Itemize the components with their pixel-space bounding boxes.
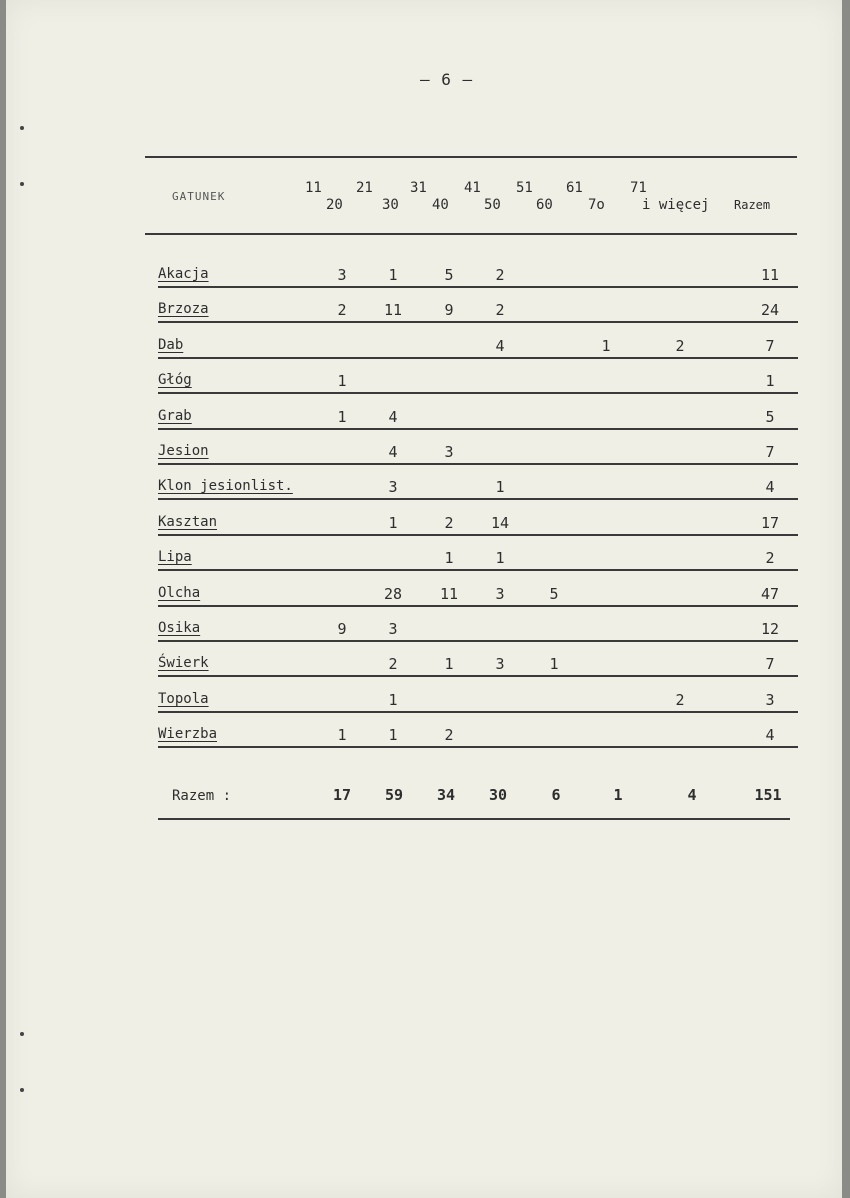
row-rule — [158, 675, 798, 677]
row-rule — [158, 321, 798, 323]
species-name: Wierzba — [158, 726, 218, 742]
count-cell: 2 — [388, 655, 398, 673]
table-row — [0, 691, 850, 711]
count-cell: 3 — [388, 620, 398, 638]
header-range-4-from: 41 — [464, 180, 481, 196]
count-cell: 2 — [337, 301, 347, 319]
table-bottom-rule — [158, 818, 790, 820]
row-total-cell: 4 — [765, 726, 775, 744]
row-total-cell: 4 — [765, 478, 775, 496]
header-range-1-from: 11 — [305, 180, 322, 196]
row-total-cell: 5 — [765, 408, 775, 426]
grand-total: 151 — [754, 786, 782, 804]
table-row — [0, 408, 850, 428]
row-total-cell: 11 — [760, 266, 780, 284]
table-row — [0, 549, 850, 569]
row-total-cell: 7 — [765, 655, 775, 673]
count-cell: 3 — [388, 478, 398, 496]
table-top-rule — [145, 156, 797, 158]
count-cell: 5 — [549, 585, 559, 603]
count-cell: 2 — [495, 301, 505, 319]
total-range-5: 6 — [551, 786, 561, 804]
species-name: Lipa — [158, 549, 192, 565]
species-name: Świerk — [158, 655, 209, 671]
count-cell: 4 — [388, 408, 398, 426]
header-species-label: GATUNEK — [172, 190, 226, 203]
count-cell: 3 — [495, 585, 505, 603]
row-rule — [158, 640, 798, 642]
table-row — [0, 337, 850, 357]
table-row — [0, 514, 850, 534]
table-row — [0, 372, 850, 392]
species-name: Akacja — [158, 266, 209, 282]
header-range-6-from: 61 — [566, 180, 583, 196]
count-cell: 2 — [675, 691, 685, 709]
count-cell: 1 — [337, 726, 347, 744]
row-total-cell: 17 — [760, 514, 780, 532]
header-total-label: Razem — [734, 198, 771, 212]
table-row — [0, 443, 850, 463]
count-cell: 14 — [490, 514, 510, 532]
count-cell: 4 — [495, 337, 505, 355]
header-range-5-from: 51 — [516, 180, 533, 196]
count-cell: 9 — [444, 301, 454, 319]
count-cell: 1 — [601, 337, 611, 355]
row-total-cell: 3 — [765, 691, 775, 709]
row-rule — [158, 569, 798, 571]
header-range-7-from: 71 — [630, 180, 647, 196]
count-cell: 1 — [495, 478, 505, 496]
table-row — [0, 655, 850, 675]
row-total-cell: 12 — [760, 620, 780, 638]
header-range-3-to: 40 — [432, 197, 449, 213]
table-row — [0, 726, 850, 746]
count-cell: 3 — [495, 655, 505, 673]
punch-hole-mark — [20, 182, 24, 186]
count-cell: 3 — [444, 443, 454, 461]
table-row — [0, 585, 850, 605]
species-name: Grab — [158, 408, 192, 424]
species-name: Kasztan — [158, 514, 218, 530]
header-range-3-from: 31 — [410, 180, 427, 196]
header-bottom-rule — [145, 233, 797, 235]
row-total-cell: 2 — [765, 549, 775, 567]
row-rule — [158, 605, 798, 607]
count-cell: 1 — [444, 655, 454, 673]
count-cell: 5 — [444, 266, 454, 284]
total-range-4: 30 — [488, 786, 508, 804]
row-rule — [158, 392, 798, 394]
count-cell: 2 — [444, 514, 454, 532]
species-name: Olcha — [158, 585, 201, 601]
count-cell: 4 — [388, 443, 398, 461]
count-cell: 2 — [675, 337, 685, 355]
row-rule — [158, 286, 798, 288]
totals-label: Razem : — [172, 788, 232, 804]
total-range-1: 17 — [332, 786, 352, 804]
punch-hole-mark — [20, 1088, 24, 1092]
page-number: — 6 — — [420, 70, 474, 89]
total-range-3: 34 — [436, 786, 456, 804]
row-total-cell: 1 — [765, 372, 775, 390]
header-range-1-to: 20 — [326, 197, 343, 213]
header-range-7-to: i więcej — [642, 197, 710, 213]
count-cell: 1 — [388, 726, 398, 744]
count-cell: 1 — [337, 408, 347, 426]
species-name: Brzoza — [158, 301, 209, 317]
species-name: Topola — [158, 691, 209, 707]
row-rule — [158, 534, 798, 536]
count-cell: 1 — [495, 549, 505, 567]
count-cell: 9 — [337, 620, 347, 638]
species-name: Głóg — [158, 372, 192, 388]
count-cell: 1 — [444, 549, 454, 567]
count-cell: 2 — [495, 266, 505, 284]
count-cell: 1 — [388, 266, 398, 284]
total-range-6: 1 — [613, 786, 623, 804]
row-rule — [158, 357, 798, 359]
count-cell: 3 — [337, 266, 347, 284]
table-row — [0, 478, 850, 498]
table-row — [0, 620, 850, 640]
row-rule — [158, 746, 798, 748]
row-rule — [158, 711, 798, 713]
row-total-cell: 7 — [765, 337, 775, 355]
row-rule — [158, 498, 798, 500]
table-row — [0, 266, 850, 286]
count-cell: 1 — [388, 691, 398, 709]
count-cell: 1 — [388, 514, 398, 532]
species-name: Klon jesionlist. — [158, 478, 293, 494]
table-row — [0, 301, 850, 321]
row-rule — [158, 463, 798, 465]
count-cell: 11 — [383, 301, 403, 319]
header-range-6-to: 7o — [588, 197, 605, 213]
punch-hole-mark — [20, 1032, 24, 1036]
count-cell: 1 — [549, 655, 559, 673]
species-name: Osika — [158, 620, 201, 636]
row-total-cell: 7 — [765, 443, 775, 461]
header-range-5-to: 60 — [536, 197, 553, 213]
count-cell: 11 — [439, 585, 459, 603]
row-total-cell: 24 — [760, 301, 780, 319]
species-name: Jesion — [158, 443, 209, 459]
count-cell: 2 — [444, 726, 454, 744]
total-range-2: 59 — [384, 786, 404, 804]
header-range-2-from: 21 — [356, 180, 373, 196]
species-name: Dab — [158, 337, 184, 353]
header-range-4-to: 50 — [484, 197, 501, 213]
count-cell: 28 — [383, 585, 403, 603]
row-total-cell: 47 — [760, 585, 780, 603]
punch-hole-mark — [20, 126, 24, 130]
count-cell: 1 — [337, 372, 347, 390]
header-range-2-to: 30 — [382, 197, 399, 213]
row-rule — [158, 428, 798, 430]
total-range-7: 4 — [687, 786, 697, 804]
